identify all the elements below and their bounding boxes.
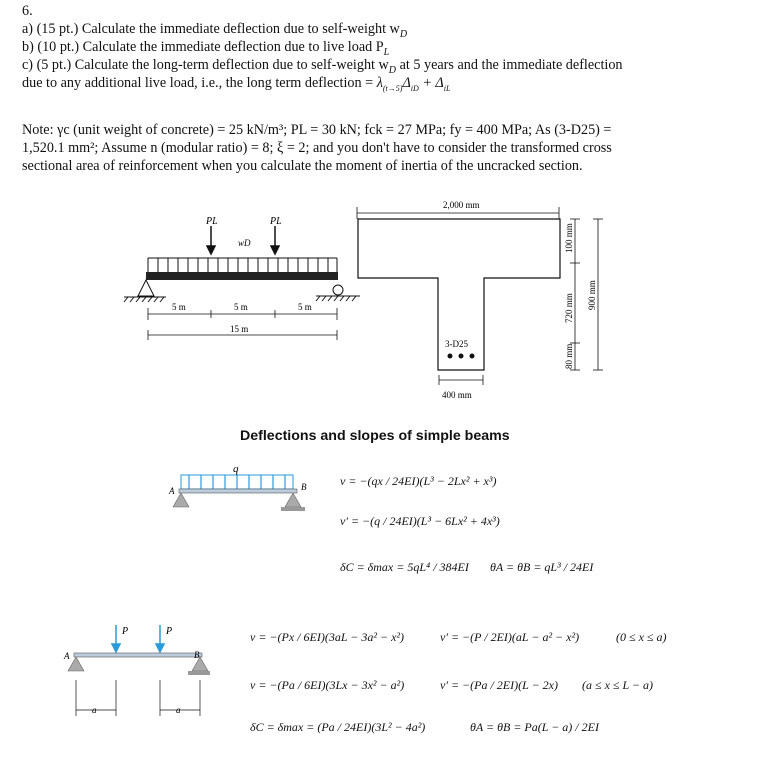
flange-width-label: 2,000 mm — [443, 200, 480, 210]
point-load-2-label: P — [166, 626, 173, 637]
two-point-a-label: A — [64, 651, 70, 661]
part-a-text: a) (15 pt.) Calculate the immediate deflection due to self-weight $w_D$ — [22, 21, 408, 40]
two-point-slope-eq-2: v′ = −(Pa / 2EI)(L − 2x) — [440, 678, 559, 692]
rebar-3 — [470, 354, 475, 359]
support-right — [333, 285, 343, 295]
udl-end-slope-eq: θA = θB = qL³ / 24EI — [490, 560, 594, 574]
dim-a-right: a — [176, 705, 181, 715]
dead-load-arrows — [148, 258, 337, 272]
span-3-label: 5 m — [298, 302, 312, 312]
part-b-text: b) (10 pt.) Calculate the immediate deflection due to live load $P_L$ — [22, 39, 390, 58]
long-term-formula: $\lambda_{(t\to 5)}\Delta_{iD} + \Delta_{iL}$ — [376, 75, 451, 93]
two-point-beam — [74, 653, 202, 657]
two-point-b-label: B — [194, 650, 200, 660]
udl-q-label: q — [233, 463, 239, 475]
note-line-2: 1,520.1 mm²; Assume n (modular ratio) = 8; ξ = 2; and you don't have to consider the transformed cross — [22, 140, 612, 156]
rebar-1 — [448, 354, 453, 359]
two-point-max-deflection-eq: δC = δmax = (Pa / 24EI)(3L² − 4a²) — [250, 720, 426, 734]
beam-diagram — [110, 210, 370, 345]
flange-depth-label: 100 mm — [564, 223, 574, 253]
two-point-deflection-eq-1: v = −(Px / 6EI)(3aL − 3a² − x²) — [250, 630, 404, 644]
point-load-1-label: P — [122, 626, 129, 637]
udl-deflection-eq: v = −(qx / 24EI)(L³ − 2Lx² + x³) — [340, 474, 497, 488]
problem-number: 6. — [22, 3, 33, 19]
pl-label-1: PL — [206, 216, 218, 227]
part-c-text-line1: c) (5 pt.) Calculate the long-term deflection due to self-weight $w_D$ at 5 years and the immediate deflection — [22, 57, 623, 76]
t-section-diagram — [350, 195, 630, 405]
cover-label: 80 mm — [564, 343, 574, 369]
two-point-deflection-eq-2: v = −(Pa / 6EI)(3Lx − 3x² − a²) — [250, 678, 405, 692]
wd-label: wD — [238, 238, 251, 248]
reference-heading: Deflections and slopes of simple beams — [240, 428, 510, 444]
udl-max-deflection-eq: δC = δmax = 5qL⁴ / 384EI — [340, 560, 469, 574]
rebar-2 — [459, 354, 464, 359]
udl-beam — [179, 489, 297, 493]
note-line-1: Note: γc (unit weight of concrete) = 25 kN/m³; PL = 30 kN; fck = 27 MPa; fy = 400 MPa; As (3-D25) = — [22, 122, 612, 138]
rebar-label: 3-D25 — [445, 339, 468, 349]
support-left — [138, 280, 154, 296]
udl-slope-eq: v′ = −(q / 24EI)(L³ − 6Lx² + 4x³) — [340, 514, 500, 528]
udl-a-label: A — [169, 486, 175, 496]
dim-a-left: a — [92, 705, 97, 715]
range-2: (a ≤ x ≤ L − a) — [582, 678, 654, 692]
udl-beam-diagram — [165, 460, 315, 525]
udl-b-label: B — [301, 482, 307, 492]
two-point-beam-diagram — [60, 620, 210, 720]
part-c-text-line2: due to any additional live load, i.e., the long term deflection = $\lambda_{(t\to 5)}\Delta_{iD} + \Delta_{iL}$ — [22, 75, 451, 93]
pl-label-2: PL — [270, 216, 282, 227]
two-point-slope-eq-1: v′ = −(P / 2EI)(aL − a² − x²) — [440, 630, 580, 644]
beam — [146, 272, 338, 280]
span-2-label: 5 m — [234, 302, 248, 312]
total-span-label: 15 m — [230, 324, 249, 334]
total-depth-label: 900 mm — [587, 280, 597, 310]
web-depth-label: 720 mm — [564, 293, 574, 323]
two-point-end-slope-eq: θA = θB = Pa(L − a) / 2EI — [470, 720, 599, 734]
note-line-3: sectional area of reinforcement when you calculate the moment of inertia of the uncracked section. — [22, 158, 583, 174]
web-width-label: 400 mm — [442, 390, 472, 400]
range-1: (0 ≤ x ≤ a) — [616, 630, 667, 644]
span-1-label: 5 m — [172, 302, 186, 312]
